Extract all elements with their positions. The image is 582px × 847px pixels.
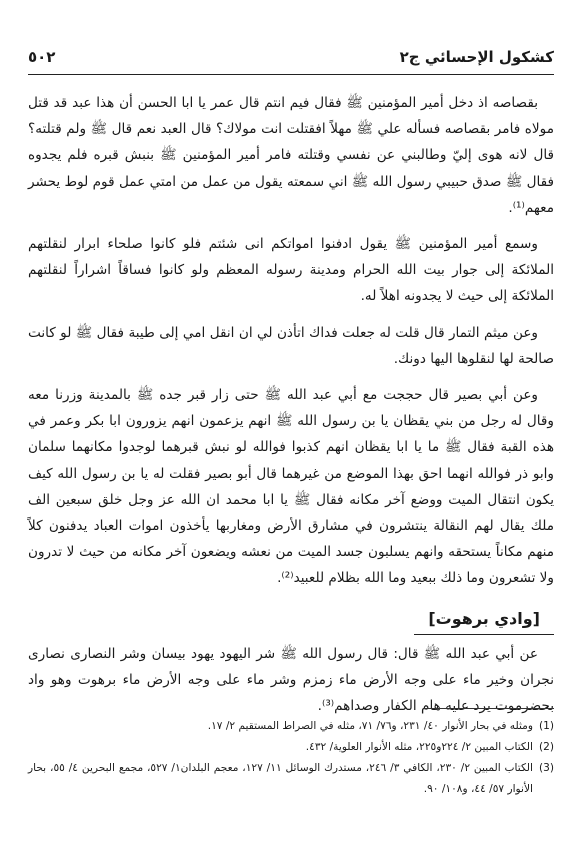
running-title: كشكول الإحسائي ج٢	[399, 48, 554, 66]
header-divider	[28, 74, 554, 75]
footnote-text: الكتاب المبين ٢/ ٢٢٤و٢٢٥، مثله الأنوار العلوية/ ٤٣٢.	[305, 741, 533, 753]
section-paragraph: عن أبي عبد الله ﷺ قال: قال رسول الله ﷺ شر اليهود يهود بيسان وشر النصارى نصارى نجران وخير ماء على وجه الأرض ماء زمزم وشر ماء على وجه الأرض ماء برهوت وهو واد بحضرموت يرد عليه هام الكفار وصداهم⁽³⁾.	[28, 645, 554, 715]
book-page	[28, 0, 554, 847]
footnote-number: (2)	[538, 741, 554, 753]
footnote-divider	[424, 708, 554, 709]
footnote	[28, 737, 554, 758]
footnote-number: (3)	[538, 762, 554, 774]
footnote	[28, 716, 554, 737]
footnote-number: (1)	[538, 720, 554, 732]
main-text	[28, 90, 554, 729]
paragraph: وسمع أمير المؤمنين ﷺ يقول ادفنوا امواتكم انى شئتم فلو كانوا صلحاء ابرار لنقلتهم الملائكة إلى جوار بيت الله الحرام ومدينة رسوله المعظم ولو كانوا فساقاً اشراراً لنقلتهم الملائكة إلى حيث لا يجدونه اهلاً له.	[28, 236, 554, 305]
footnote-text: ومثله في بحار الأنوار ٤٠/ ٢٣١، و٧٦/ ٧١، مثله في الصراط المستقيم ٢/ ١٧.	[207, 720, 533, 732]
page-header	[28, 44, 554, 70]
section-heading	[28, 604, 554, 635]
footnote	[28, 758, 554, 800]
paragraph: وعن أبي بصير قال حججت مع أبي عبد الله ﷺ حتى زار قبر جده ﷺ بالمدينة وزرنا معه وقال له رجل من بني يقظان يا بن رسول الله ﷺ انهم يزعمون انهم يزورون ابا بكر وعمر في هذه القبة فقال ﷺ ما يا ابا يقظان انهم كذبوا فوالله لو نبش قبرهما لوجدوا مكانهما سلمان وابو ذر فوالله انهما احق بهذا الموضع من غيرهما قال أبو بصير فقلت له يا بن رسول الله كيف يكون انتقال الميت ووضع آخر مكانه فقال ﷺ يا ابا محمد ان الله عز وجل خلق سبعين الف ملك يقال لهم النقالة ينتشرون في مشارق الأرض ومغاربها يأخذون اموات العباد يدفنون كلاً منهم مكاناً يستحقه وانهم يسلبون جسد الميت من نعشه ويضعون آخر مكانه من حيث لا تدرون ولا تشعرون وما ذلك ببعيد وما الله بظلام للعبيد⁽²⁾.	[28, 387, 554, 587]
page-number: ٥٠٢	[28, 48, 56, 66]
footnotes	[28, 716, 554, 800]
section-title: [وادي برهوت]	[414, 604, 554, 635]
paragraph: وعن ميثم التمار قال قلت له جعلت فداك اتأذن لي ان انقل امي إلى طيبة فقال ﷺ لو كانت صالحة لها لنقلوها اليها دونك.	[28, 324, 554, 367]
footnote-text: الكتاب المبين ٢/ ٢٣٠، الكافي ٣/ ٢٤٦، مستدرك الوسائل ١١/ ١٢٧، معجم البلدان١/ ٥٢٧، مجمع البحرين ٤/ ٥٥، بحار الأنوار ٥٧/ ٤٤، و١٠٨/ ٩٠.	[28, 762, 533, 795]
paragraph: بقصاصه اذ دخل أمير المؤمنين ﷺ فقال فيم انتم قال عمر يا ابا الحسن أن هذا عبد قد قتل مولاه فامر بقصاصه فسأله علي ﷺ مهلاً افقتلت انت مولاك؟ قال العبد نعم قال ﷺ ولم قتلته؟ قال لانه هوى إليّ وطالبني عن نفسي وقتلته فامر أمير المؤمنين ﷺ بنبش قبره فلم يجدوه فقال ﷺ صدق حبيبي رسول الله ﷺ اني سمعته يقول من عمل من امتي عمل قوم لوط يحشر معهم⁽¹⁾.	[28, 95, 554, 216]
